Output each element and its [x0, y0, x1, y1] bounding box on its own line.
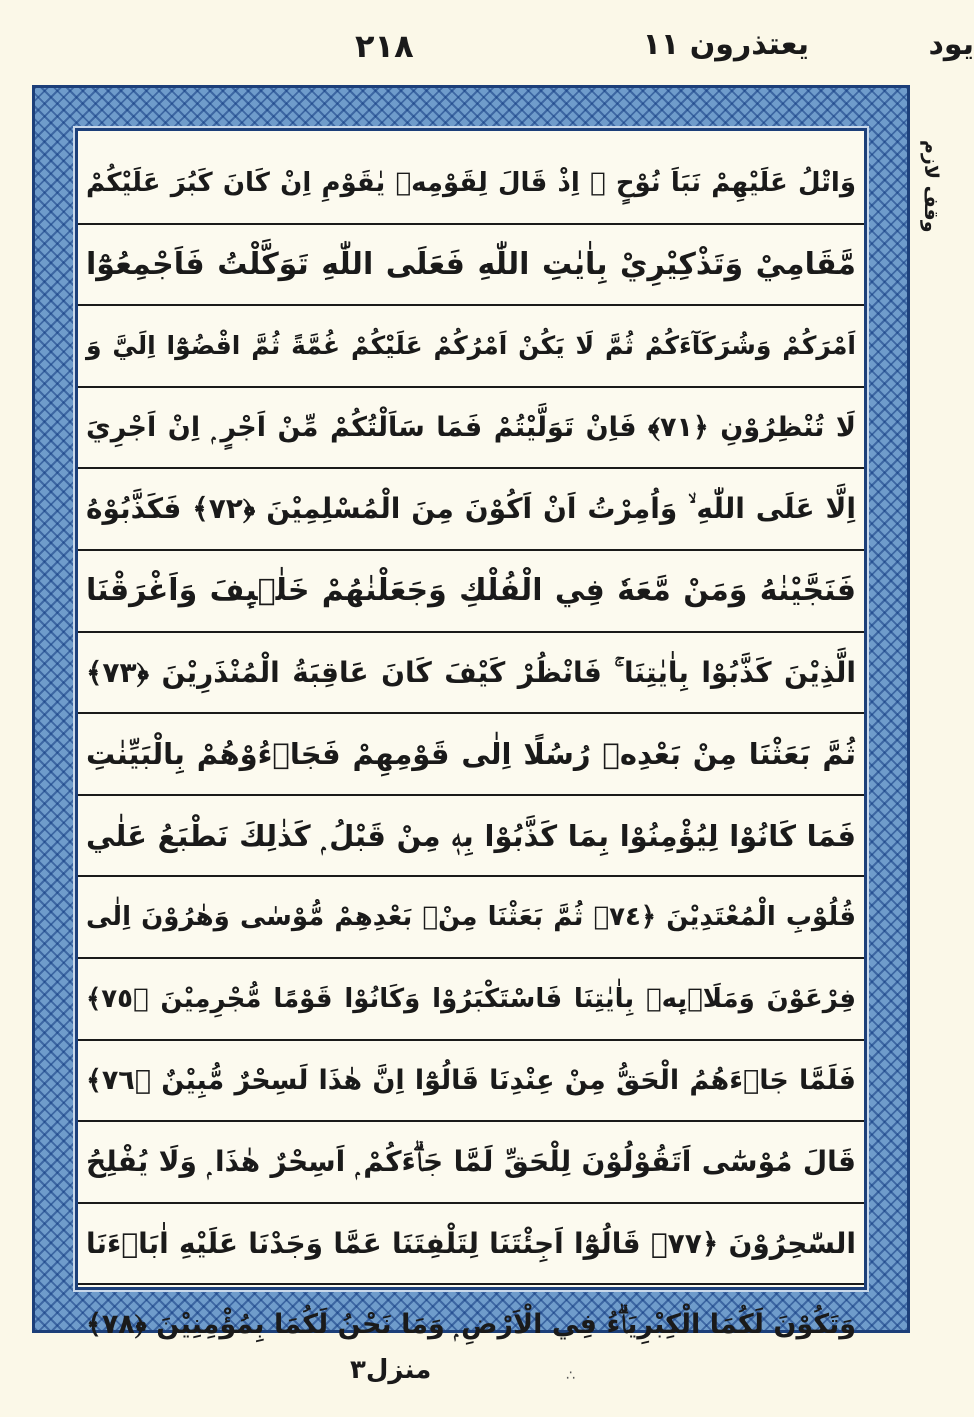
- verse-line: قَالَ مُوْسٰٓى اَتَقُوْلُوْنَ لِلْحَقِّ لَمَّا جَاۗءَكُمْ ۭ اَسِحْرٌ هٰذَا ۭ وَلَا يُفْلِحُ: [78, 1122, 864, 1204]
- verse-line: مَّقَامِيْ وَتَذْكِيْرِيْ بِاٰيٰتِ اللّٰهِ فَعَلَى اللّٰهِ تَوَكَّلْتُ فَاَجْمِعُوْٓا: [78, 225, 864, 307]
- para-name-header: يعتذرون ١١: [642, 27, 809, 62]
- verse-line: فَلَمَّا جَاۗءَهُمُ الْحَقُّ مِنْ عِنْدِنَا قَالُوْٓا اِنَّ هٰذَا لَسِحْرٌ مُّبِيْنٌ ﴿٧٦﴾: [78, 1041, 864, 1123]
- verse-lines: [78, 143, 864, 1367]
- decorative-dots: ∴: [566, 1368, 575, 1384]
- verse-line: فَنَجَّيْنٰهُ وَمَنْ مَّعَهٗ فِي الْفُلْكِ وَجَعَلْنٰهُمْ خَلٰۗىِٕفَ وَاَغْرَقْنَا: [78, 551, 864, 633]
- verse-line: قُلُوْبِ الْمُعْتَدِيْنَ ﴿٧٤﴾ ثُمَّ بَعَثْنَا مِنْۢ بَعْدِهِمْ مُّوْسٰى وَهٰرُوْنَ اِلٰى: [78, 877, 864, 959]
- verse-line: وَاتْلُ عَلَيْهِمْ نَبَاَ نُوْحٍ ۘ اِذْ قَالَ لِقَوْمِهٖ يٰقَوْمِ اِنْ كَانَ كَبُرَ عَلَيْكُمْ: [78, 143, 864, 225]
- verse-line: اِلَّا عَلَى اللّٰهِ ۙ وَاُمِرْتُ اَنْ اَكُوْنَ مِنَ الْمُسْلِمِيْنَ ﴿٧٢﴾ فَكَذَّبُوْهُ: [78, 469, 864, 551]
- waqf-lazim-margin-note: وقف لازم: [920, 140, 942, 233]
- verse-line: وَتَكُوْنَ لَكُمَا الْكِبْرِيَاۗءُ فِي الْاَرْضِ ۭ وَمَا نَحْنُ لَكُمَا بِمُؤْمِنِيْنَ ﴿٧٨﴾: [86, 1309, 856, 1341]
- ornamental-border: [32, 85, 910, 1341]
- verse-line: الَّذِيْنَ كَذَّبُوْا بِاٰيٰتِنَا ۚ فَانْظُرْ كَيْفَ كَانَ عَاقِبَةُ الْمُنْذَرِيْنَ ﴿٧٣﴾: [78, 633, 864, 715]
- text-panel: [75, 128, 867, 1341]
- page-number: ٢١٨: [355, 27, 414, 65]
- verse-line: ثُمَّ بَعَثْنَا مِنْ بَعْدِهٖ رُسُلًا اِلٰى قَوْمِهِمْ فَجَاۗءُوْهُمْ بِالْبَيِّنٰتِ: [78, 714, 864, 796]
- next-para-catchword: يود: [928, 27, 974, 62]
- verse-line: لَا تُنْظِرُوْنِ ﴿٧١﴾ فَاِنْ تَوَلَّيْتُمْ فَمَا سَاَلْتُكُمْ مِّنْ اَجْرٍ ۭ اِنْ اَجْرِيَ: [78, 388, 864, 470]
- verse-line: السّٰحِرُوْنَ ﴿٧٧﴾ قَالُوْٓا اَجِئْتَنَا لِتَلْفِتَنَا عَمَّا وَجَدْنَا عَلَيْهِ اٰبَاۗءَنَا: [78, 1204, 864, 1286]
- verse-line: اَمْرَكُمْ وَشُرَكَآءَكُمْ ثُمَّ لَا يَكُنْ اَمْرُكُمْ عَلَيْكُمْ غُمَّةً ثُمَّ اقْضُوْٓا اِلَيَّ وَ: [78, 306, 864, 388]
- verse-line: فَمَا كَانُوْا لِيُؤْمِنُوْا بِمَا كَذَّبُوْا بِهٖ مِنْ قَبْلُ ۭ كَذٰلِكَ نَطْبَعُ عَلٰي: [78, 796, 864, 878]
- verse-line: فِرْعَوْنَ وَمَلَا۟ىِٕهٖ بِاٰيٰتِنَا فَاسْتَكْبَرُوْا وَكَانُوْا قَوْمًا مُّجْرِمِيْنَ ﴿٧٥﴾: [78, 959, 864, 1041]
- manzil-footer: منزل۳: [350, 1355, 432, 1385]
